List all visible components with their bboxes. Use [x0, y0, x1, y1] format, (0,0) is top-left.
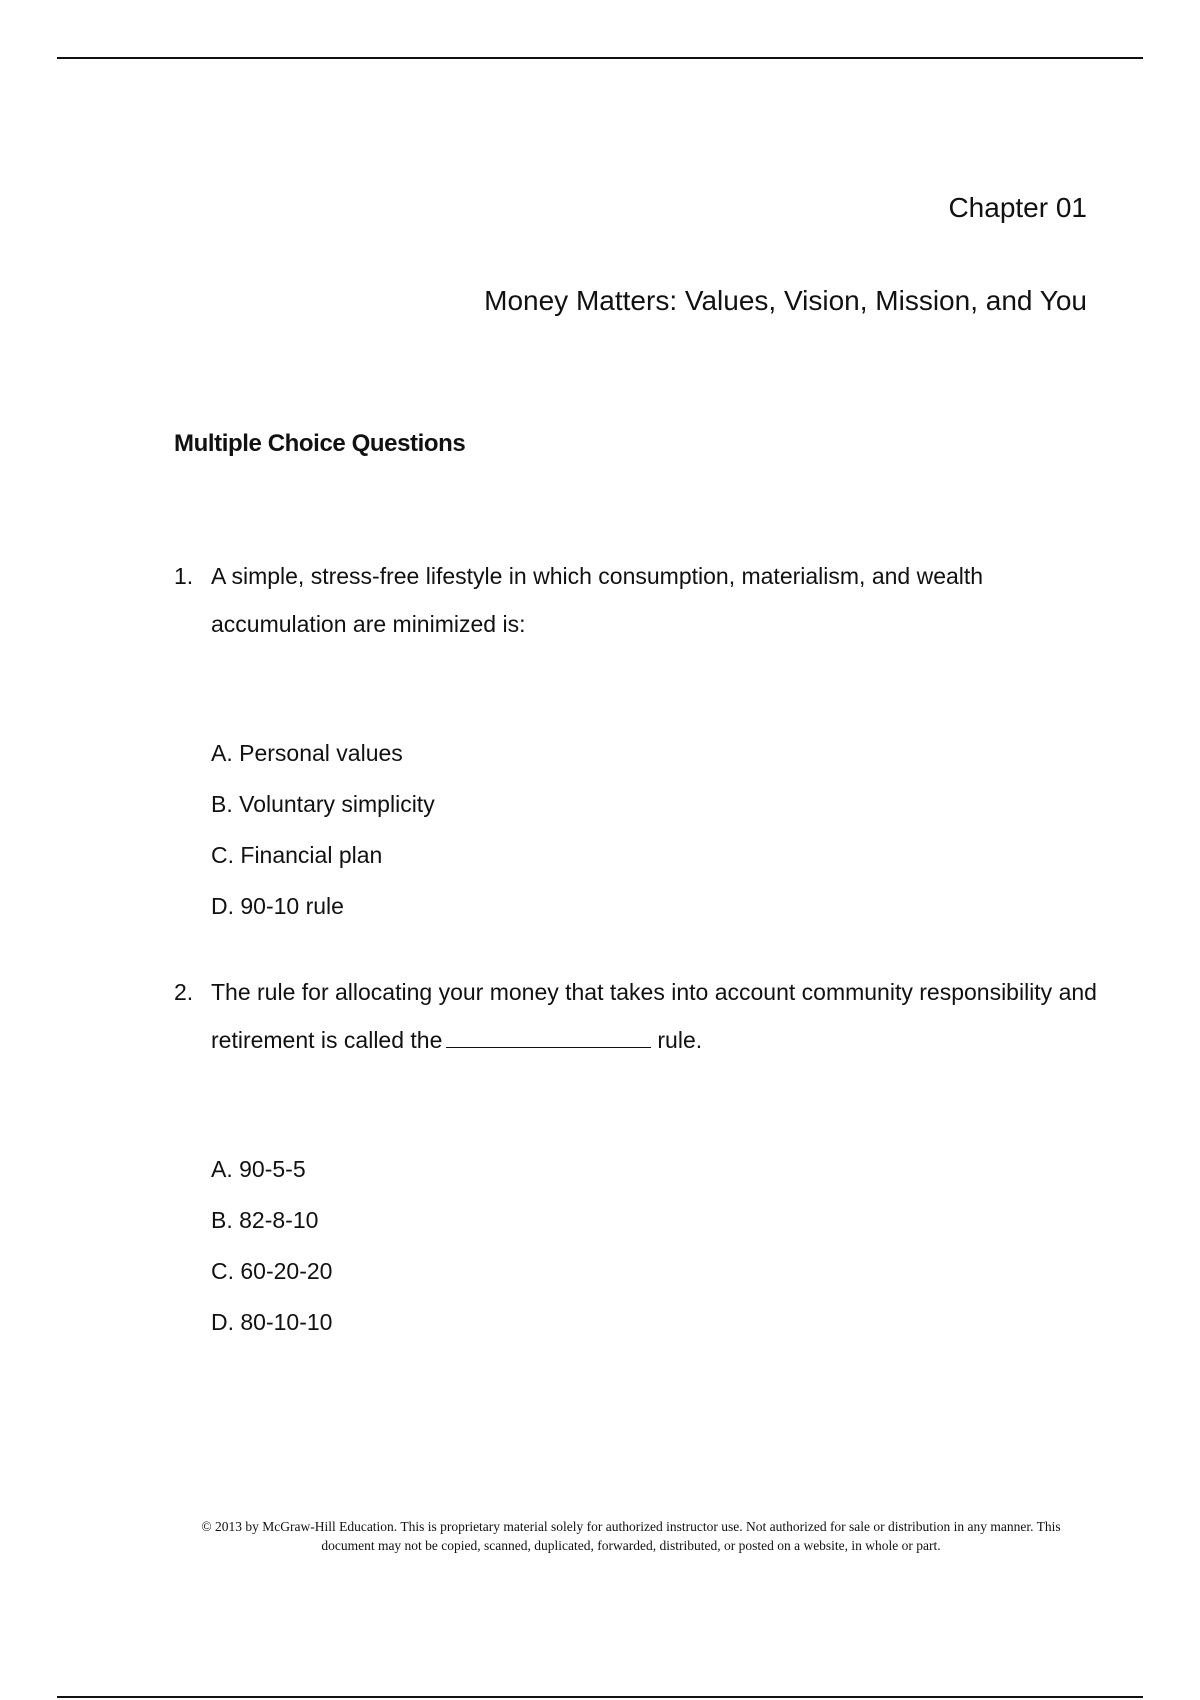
question-2 — [174, 968, 1104, 1348]
question-1 — [174, 552, 1104, 932]
question-text-after-blank: rule. — [657, 1027, 703, 1053]
copyright-footer: © 2013 by McGraw-Hill Education. This is proprietary material solely for authorized instructor use. Not authorized for sale or distribution in any manner. This document may not be copied, scanned, duplicated, forwarded, distributed, or posted on a website, in whole or part. — [201, 1519, 1061, 1553]
option-d: D. 80-10-10 — [211, 1309, 333, 1335]
answer-options — [174, 1144, 1104, 1348]
question-stem — [174, 552, 1104, 648]
question-text — [211, 968, 1104, 1064]
answer-options — [174, 728, 1104, 932]
bottom-rule — [57, 1696, 1143, 1698]
question-stem — [174, 968, 1104, 1064]
chapter-title: Chapter 01 — [948, 192, 1087, 223]
section-heading: Multiple Choice Questions — [174, 430, 466, 457]
option-a: A. Personal values — [211, 740, 403, 766]
question-text-before-blank: The rule for allocating your money that takes into account community responsibility and retirement is called the — [211, 979, 1097, 1053]
option-a: A. 90-5-5 — [211, 1156, 306, 1182]
question-text: A simple, stress-free lifestyle in which consumption, materialism, and wealth accumulation are minimized is: — [211, 563, 984, 637]
question-number: 2. — [174, 979, 194, 1005]
chapter-subtitle: Money Matters: Values, Vision, Mission, and You — [484, 285, 1087, 316]
option-b: B. 82-8-10 — [211, 1207, 319, 1233]
top-rule — [57, 57, 1143, 59]
option-c: C. 60-20-20 — [211, 1258, 333, 1284]
fill-in-blank — [446, 1025, 651, 1048]
option-b: B. Voluntary simplicity — [211, 791, 435, 817]
option-c: C. Financial plan — [211, 842, 383, 868]
option-d: D. 90-10 rule — [211, 893, 344, 919]
question-number: 1. — [174, 563, 194, 589]
